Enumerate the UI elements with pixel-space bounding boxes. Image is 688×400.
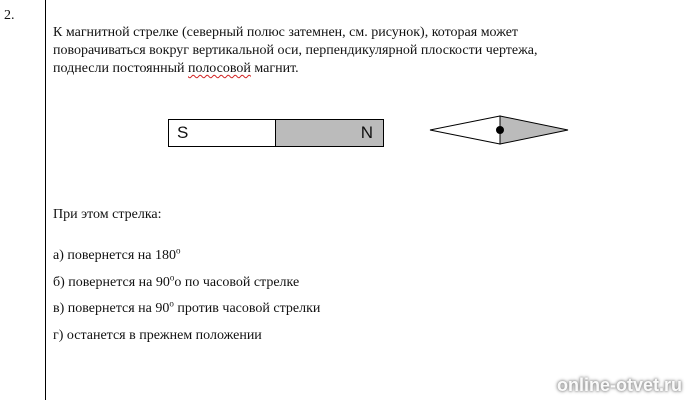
option-c-text: в) повернется на 90 — [53, 301, 170, 316]
watermark: online-otvet.ru — [557, 375, 682, 395]
misspelled-word: полосовой — [188, 61, 251, 76]
option-c-after: против часовой стрелки — [173, 301, 321, 316]
magnet-south-pole — [169, 120, 275, 146]
option-d-text: г) останется в прежнем положении — [53, 328, 262, 343]
magnetic-needle — [428, 113, 572, 147]
option-b-degree: o — [169, 272, 175, 283]
option-a-text: а) повернется на 180 — [53, 248, 176, 263]
south-pole-label: S — [177, 123, 189, 142]
margin-line — [45, 0, 46, 400]
option-b-after: о по часовой стрелке — [174, 275, 300, 290]
question-line-1: К магнитной стрелке (северный полюс затемнен, см. рисунок), которая может — [53, 25, 519, 40]
needle-north-half — [500, 116, 568, 144]
question-line-3 — [53, 60, 299, 78]
question-line-2: поворачиваться вокруг вертикальной оси, перпендикулярной плоскости чертежа, — [53, 43, 538, 58]
option-a-degree: o — [175, 245, 181, 256]
question-line-3-end: магнит. — [250, 61, 299, 76]
option-b-text: б) повернется на 90 — [53, 275, 170, 290]
needle-south-half — [430, 116, 500, 144]
option-b — [53, 274, 299, 292]
option-c-degree: o — [169, 298, 174, 309]
needle-pivot — [496, 126, 504, 134]
option-c — [53, 300, 320, 318]
option-a — [53, 247, 180, 265]
question-number: 2. — [4, 8, 15, 23]
option-d — [53, 327, 262, 345]
question-line-3-start: поднесли постоянный — [53, 61, 189, 76]
north-pole-label: N — [360, 123, 373, 142]
bar-magnet — [168, 119, 384, 147]
prompt-text: При этом стрелка: — [53, 207, 162, 222]
magnet-north-pole — [275, 120, 384, 146]
